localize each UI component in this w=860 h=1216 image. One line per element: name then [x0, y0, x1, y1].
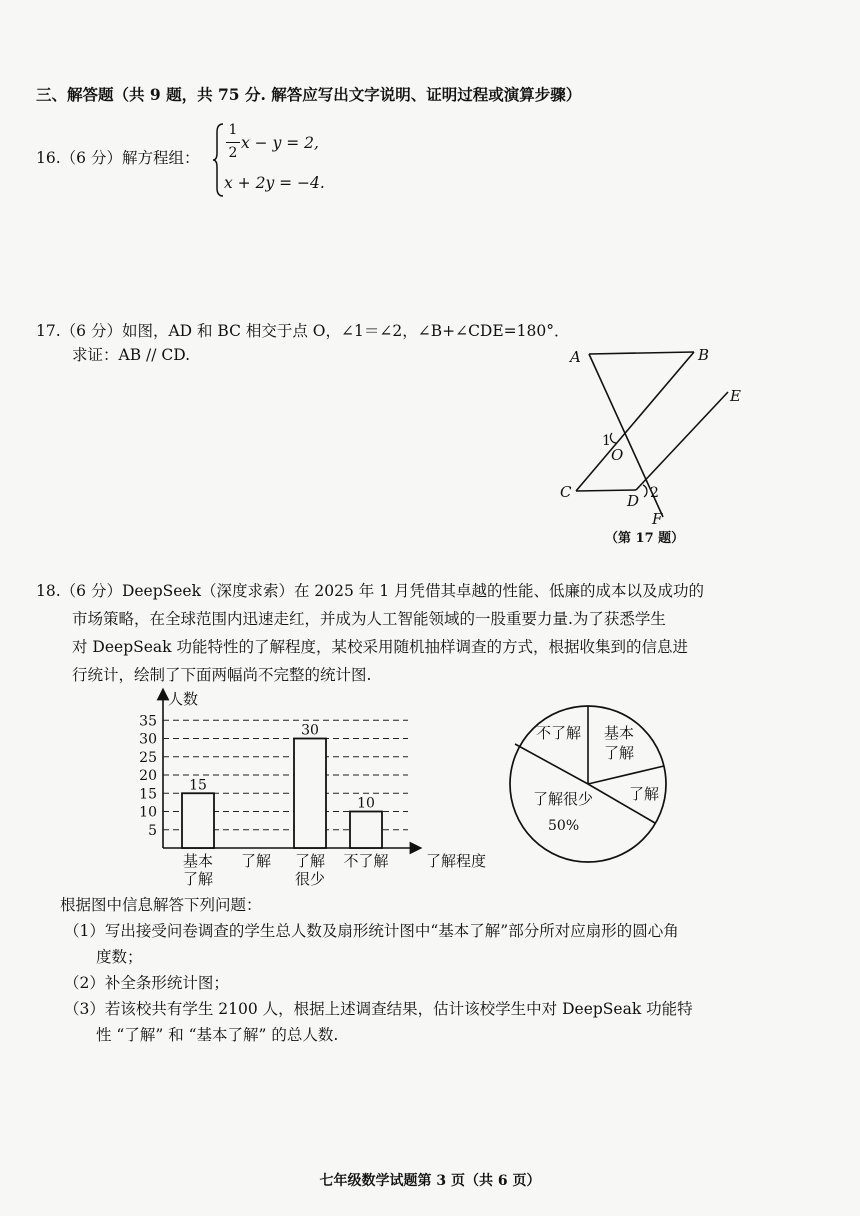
label-O: O: [611, 446, 624, 464]
q18-sub3-line1: （3）若该校共有学生 2100 人，根据上述调查结果，估计该校学生中对 DeepSeak 功能特: [64, 1000, 693, 1018]
q18-line4: 行统计，绘制了下面两幅尚不完整的统计图.: [72, 666, 372, 684]
label-D: D: [627, 492, 640, 510]
y-tick-20: 20: [139, 768, 157, 784]
q18-answer-intro: 根据图中信息解答下列问题：: [60, 896, 262, 914]
pie-label-basic-2: 了解: [604, 744, 635, 762]
pie-divider-left: [515, 744, 588, 784]
q17-line1: 17.（6 分）如图，AD 和 BC 相交于点 O，∠1＝∠2，∠B+∠CDE=180°．: [36, 322, 570, 340]
x-category-1-line-0: 了解: [240, 852, 272, 870]
section-header: 三、解答题（共 9 题，共 75 分. 解答应写出文字说明、证明过程或演算步骤）: [36, 85, 582, 104]
page-footer: 七年级数学试题第 3 页（共 6 页）: [319, 1173, 541, 1189]
q18-line1: 18.（6 分）DeepSeek（深度求索）在 2025 年 1 月凭借其卓越的性能、低廉的成本以及成功的: [36, 582, 705, 600]
y-ticks: [139, 713, 157, 839]
y-tick-15: 15: [139, 786, 157, 803]
x-category-2-line-0: 了解: [294, 852, 326, 870]
q16-brace: [212, 122, 224, 198]
bars: [182, 723, 382, 849]
q17-line2: 求证：AB // CD.: [72, 346, 191, 364]
label-C: C: [560, 483, 572, 501]
q16-frac-den: 2: [228, 145, 238, 161]
q18-sub2: （2）补全条形统计图；: [64, 974, 229, 992]
q16-eq2: x + 2y = −4.: [224, 174, 325, 192]
x-category-2-line-1: 很少: [294, 870, 326, 888]
q18-line3: 对 DeepSeak 功能特性的了解程度，某校采用随机抽样调查的方式，根据收集到的信息进: [72, 638, 688, 656]
y-axis-label: 人数: [168, 690, 199, 708]
q16-eq1: x − y = 2,: [241, 134, 319, 152]
segment-CD: [576, 490, 636, 491]
y-tick-5: 5: [148, 822, 157, 839]
ray-DE: [636, 392, 728, 490]
q18-sub1-line1: （1）写出接受问卷调查的学生总人数及扇形统计图中“基本了解”部分所对应扇形的圆心角: [64, 922, 679, 940]
q16-frac-num: 1: [228, 122, 238, 138]
pie-label-basic-1: 基本: [604, 724, 635, 742]
label-E: E: [730, 387, 741, 405]
q18-sub1-line2: 度数；: [96, 948, 143, 966]
pie-chart: [500, 696, 680, 876]
label-angle-2: 2: [650, 485, 659, 501]
x-category-3-line-0: 不了解: [343, 852, 389, 870]
y-tick-10: 10: [139, 804, 157, 821]
bar-chart: [120, 686, 490, 892]
angle-1-arc: [610, 433, 616, 443]
figure-caption: （第 17 题）: [605, 531, 685, 546]
pie-divider-right: [588, 766, 664, 784]
bar-value-label-2: 30: [301, 722, 319, 739]
angle-2-arc: [643, 485, 647, 497]
y-tick-35: 35: [139, 713, 157, 730]
y-tick-30: 30: [139, 731, 157, 748]
x-axis-label: 了解程度: [426, 852, 487, 870]
pie-label-percent: 50%: [548, 818, 580, 834]
y-tick-25: 25: [139, 749, 157, 766]
q18-line2: 市场策略，在全球范围内迅速走红，并成为人工智能领域的一股重要力量.为了获悉学生: [72, 610, 666, 628]
x-categories: [183, 852, 389, 888]
label-B: B: [698, 346, 710, 364]
label-A: A: [570, 348, 581, 366]
q17-figure: [540, 335, 770, 550]
q16-frac-bar: [226, 142, 240, 143]
label-angle-1: 1: [602, 433, 611, 449]
bar-value-label-3: 10: [357, 795, 375, 812]
q18-sub3-line2: 性 “了解” 和 “基本了解” 的总人数.: [96, 1026, 339, 1044]
bar-2: [294, 739, 326, 849]
segment-AB: [589, 352, 694, 354]
bar-3: [350, 812, 382, 849]
x-category-0-line-1: 了解: [182, 870, 214, 888]
x-category-0-line-0: 基本: [182, 852, 214, 870]
pie-label-not-understand: 不了解: [536, 724, 582, 742]
pie-label-little: 了解很少: [533, 790, 594, 808]
q16-prefix: 16.（6 分）解方程组：: [36, 149, 200, 167]
bar-value-label-0: 15: [189, 777, 207, 794]
pie-label-understand: 了解: [629, 785, 660, 803]
bar-0: [182, 793, 214, 848]
segment-BC: [576, 352, 694, 491]
label-F: F: [652, 510, 663, 528]
